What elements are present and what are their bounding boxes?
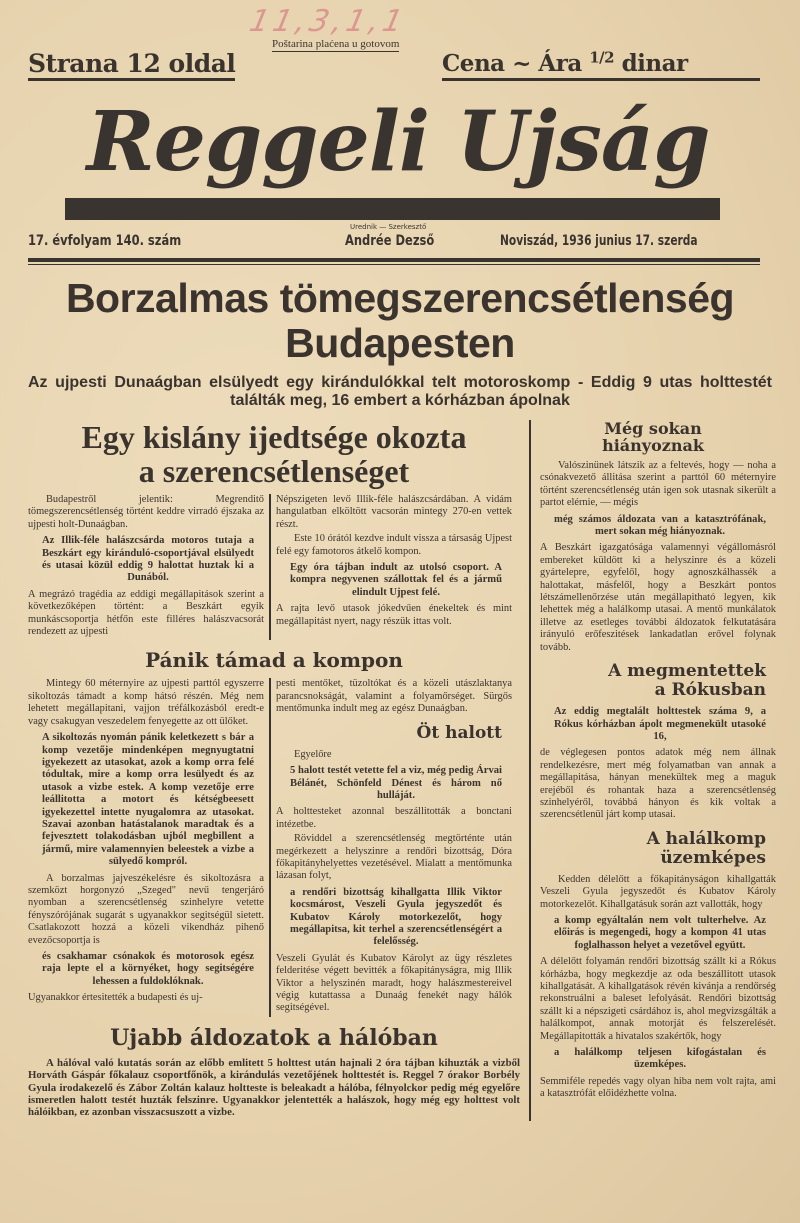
paragraph: Veszeli Gyulát és Kubatov Károlyt az ügy részletes felderitése végett bevitték a főkapitányságra, mig Illik Viktor a helyszinén maradt, hogy halászmestereivel végig kutattassa a Dunaág fenekét nagy hálók segitségével.	[276, 952, 512, 1014]
price-prefix: Cena ~ Ára	[442, 50, 590, 77]
subheadline: Az ujpesti Dunaágban elsülyedt egy kirándulókkal telt motoroskomp - Eddig 9 utas holttestét találták meg, 16 embert a kórházban ápolnak	[28, 374, 772, 409]
highlighted-paragraph: Az Illik-féle halászcsárda motoros tutaja a Beszkárt egy kiránduló-csoportjával elsülyedt és utasai közül eddig 9 halottat huztak ki a Dunából.	[42, 535, 254, 584]
article-area	[20, 420, 780, 1121]
dateline: Noviszád, 1936 junius 17. szerda	[500, 233, 698, 249]
postage-note: Poštarina plaćena u gotovom	[272, 38, 400, 50]
panic-col2-wrap	[276, 678, 512, 1016]
section-title-rescued	[540, 662, 766, 700]
panic-col2	[276, 678, 512, 715]
section-title-five-dead: Öt halott	[416, 722, 502, 743]
main-headline	[20, 276, 780, 366]
paragraph: A délelőtt folyamán rendőri bizottság szállt ki a Rókus kórházba, hogy megkezdje az oda beszállitott utasok kihallgatását. A kihallgatások révén kivánja a rendőrség rekonstruálni a baleset lefolyását. Rendőri bizottság szállt ki a népszigeti csárdához is, ahol megvizsgálták a halálkompot, annak motorját és felszerelését. Megállapitották a hivatalos szakértők, hogy	[540, 956, 776, 1042]
title-line: A megmentettek	[608, 661, 766, 682]
paragraph: Ugyanakkor értesitették a budapesti és uj-	[28, 992, 203, 1004]
divider	[28, 258, 760, 262]
paragraph: Röviddel a szerencsétlenség megtörténte után megérkezett a helyszinre a rendőri bizottság, Dóra főkapitányhelyettes vezetésével. Mialatt a mentőmunka lázasan folyt,	[276, 833, 512, 882]
net-body	[28, 1057, 520, 1119]
paragraph: A rajta levő utasok jókedvűen énekeltek és mint megállapitást nyert, nagy részük ittas volt.	[276, 603, 512, 627]
section-title-missing	[540, 420, 766, 454]
panic-columns	[28, 678, 520, 1016]
column-rule	[529, 420, 531, 1121]
highlighted-paragraph: Egy óra tájban indult az utolsó csoport. A kompra negyvenen szállottak fel és a jármű elindult Ujpest felé.	[290, 562, 502, 598]
paragraph: Népszigeten levő Illik-féle halászcsárdában. A vidám hangulatban elköltött vacsorán mintegy 270-en vettek részt.	[276, 494, 512, 530]
left-columns	[28, 420, 520, 1121]
paragraph: Egyelőre	[294, 748, 332, 760]
paragraph: A holttesteket azonnal beszállitották a bonctani intézetbe.	[276, 806, 512, 830]
title-line: a Rókusban	[654, 680, 766, 701]
highlighted-paragraph: és csakhamar csónakok és motorosok egész raja lepte el a környéket, hogy segitségére lehessen a fuldoklóknak.	[42, 951, 254, 987]
paragraph: Mintegy 60 méternyire az ujpesti parttól egyszerre sikoltozás támadt a komp hátsó részén. Még nem lehetett megállapitani, vajjon tréfálkozásból eredt-e vagy csakugyan veszedelem fenyegette az ott ülőket.	[28, 678, 264, 727]
paragraph: A hálóval való kutatás során az előbb emlitett 5 holttest után hajnali 2 óra tájban kihuzták a vizből Horváth Gáspár főkalauz csoportfőnök, a kirándulás vezetőjének holttestét is. Reggel 7 órakor Borbély Gyula irodakezelő és Zábor Zoltán kalauz holtteste is beleakadt a hálóba, félnyolckor pedig még egyelőre ismeretlen halott testét huzták felszinre. Ugyanakkor jelentették a halászok, hogy még egy holttest volt hálóikban, ez azonban visszacsuszott a vizbe.	[28, 1056, 520, 1119]
section-title-ferry	[540, 830, 766, 868]
column-rule	[269, 494, 271, 640]
paragraph: Kedden délelőtt a főkapitányságon kihallgatták Veszeli Gyula jegyszedőt és Kubatov Károly motorkezelőt. Kihallgatásuk során azt vallották, hogy	[540, 873, 776, 910]
title-line: Még sokan	[604, 419, 702, 438]
five-dead-body	[276, 749, 512, 1015]
highlighted-paragraph: 5 halott testét vetette fel a viz, még pedig Árvai Bélánét, Schönfeld Dénest és három nő hulláját.	[290, 765, 502, 801]
paragraph: pesti mentőket, tüzoltókat és a közeli utászlaktanya parancsnokságát, valamint a folyamőrséget. Sürgős mentőmunka indult meg az egész Dunaágban.	[276, 678, 512, 715]
rescued-body	[540, 706, 776, 822]
highlighted-paragraph: a halálkomp teljesen kifogástalan és üzemképes.	[554, 1047, 766, 1071]
highlighted-paragraph: A sikoltozás nyomán pánik keletkezett s bár a komp vezetője mindenképen megnyugtatni igyekezett az utasokat, azok a komp orra felé tódultak, mire a komp orra lesülyedt és az utasok a vizbe estek. A komp vezetője erre leállitotta a motort és kétségbeesett igyekezettel intette nyugalomra az utasokat. Szavai azonban hatástalanok maradtak és a fejvesztett tolakodásban ujból megbillent a jármű, mire valamennyien beleestek a vizbe a sülyedő kompról.	[42, 732, 254, 868]
title-line: A halálkomp	[646, 828, 766, 849]
paragraph: de véglegesen pontos adatok még nem állnak rendelkezésre, mert még folyamatban van annak a megállapitása, hányan menekültek meg a maguk erejéből és rohantak haza a szerencsétlenség szinhelyéről, továbbá hányon és kik voltak a szerencsétlenül járt komp utasai.	[540, 747, 776, 821]
headline-line2: Budapesten	[285, 320, 515, 366]
section-title-panic: Pánik támad a kompon	[145, 648, 403, 673]
article-title-line1: Egy kislány ijedtsége okozta	[81, 419, 467, 455]
main-col2	[276, 494, 512, 640]
masthead-bar	[65, 198, 720, 220]
article-title	[28, 420, 520, 488]
panic-col1	[28, 678, 264, 1016]
page-content	[20, 276, 780, 1121]
editor-name: Andrée Dezső	[345, 233, 435, 249]
issue-number: 17. évfolyam 140. szám	[28, 233, 182, 249]
ferry-body	[540, 874, 776, 1101]
divider	[28, 264, 760, 265]
paragraph: Este 10 órától kezdve indult vissza a társaság Ujpest felé egy famotoros átkelő kompon.	[276, 533, 512, 557]
title-line: hiányoznak	[602, 436, 704, 455]
highlighted-paragraph: a komp egyáltalán nem volt tulterhelve. Az előirás is megengedi, hogy a kompon 41 utas foglalhasson helyet a vezetővel együtt.	[554, 914, 766, 951]
paragraph: A borzalmas jajveszékelésre és sikoltozásra a szemközt horgonyzó „Szeged" nevű tengerjáró nyomban a szerencsétlenség szinhelyre vetette fényszórójának sugarát s ugyanakkor segitségül sietett. Csatlakozott hozzá a közeli vikendház pihenő evezőcsoportja is	[28, 872, 264, 946]
right-column	[540, 420, 776, 1121]
title-line: üzemképes	[660, 847, 766, 868]
paragraph: A Beszkárt igazgatósága valamennyi végállomásról embereket küldött ki a helyszinre és a közeli gyártelepre, egyfelől, hogy agnoszkálhassék a halottakat, másfelől, hogy a Beszkárt pontos létszámellenőrzése után megállapitható legyen, kik lehettek még a halálkomp utasai. A mentő munkálatok illetve az esetleges további áldozatok felkutatására irányuló erőfeszitések lankadatlan erővel folynak tovább.	[540, 542, 776, 653]
highlighted-paragraph: Az eddig megtalált holttestek száma 9, a Rókus kórházban ápolt megmenekült utasoké 16,	[554, 706, 766, 742]
handwritten-archive-mark: 11,3,1,1	[246, 4, 410, 39]
highlighted-paragraph: a rendőri bizottság kihallgatta Illik Viktor kocsmárost, Veszeli Gyula jegyszedőt és Kubatov Károly motorkezelőt, hogy megállapitsa, kit terhel a szerencsétlenségért a felelősség.	[290, 886, 502, 948]
paragraph: Valószinünek látszik az a feltevés, hogy — noha a csónakvezető állitása szerint a parttól 60 méternyire történt szerencsétlenség után igen sok utasnak sikerült a partot elérnie, — mégis	[540, 460, 776, 509]
section-title-net: Ujabb áldozatok a hálóban	[110, 1024, 438, 1051]
paragraph: Budapestről jelentik: Megrenditő tömegszerencsétlenség történt keddre virradó éjszaka az ujpesti holt-Dunaágban.	[28, 494, 264, 530]
editor-label: Urednik — Szerkesztő	[350, 223, 427, 231]
missing-body	[540, 460, 776, 654]
page-count: Strana 12 oldal	[28, 50, 235, 81]
price	[442, 50, 760, 81]
headline-line1: Borzalmas tömegszerencsétlenség	[65, 275, 735, 321]
main-columns	[28, 494, 520, 640]
price-fraction: 1/2	[589, 48, 615, 67]
paragraph: A megrázó tragédia az eddigi megállapitások szerint a következőképen történt: a Beszkárt egyik munkáscsoportja hétfőn este filléres halászvacsorát rendezett az ujpesti	[28, 588, 264, 638]
paragraph: Semmiféle repedés vagy olyan hiba nem volt rajta, ami a katasztrófát előidézhette volna.	[540, 1075, 776, 1100]
article-title-line2: a szerencsétlenséget	[138, 453, 410, 489]
highlighted-paragraph: még számos áldozata van a katasztrófának, mert sokan még hiányoznak.	[554, 513, 766, 538]
newspaper-title: Reggeli Ujság	[86, 94, 710, 190]
price-suffix: dinar	[614, 50, 688, 77]
main-col1	[28, 494, 264, 640]
column-rule	[269, 678, 271, 1016]
